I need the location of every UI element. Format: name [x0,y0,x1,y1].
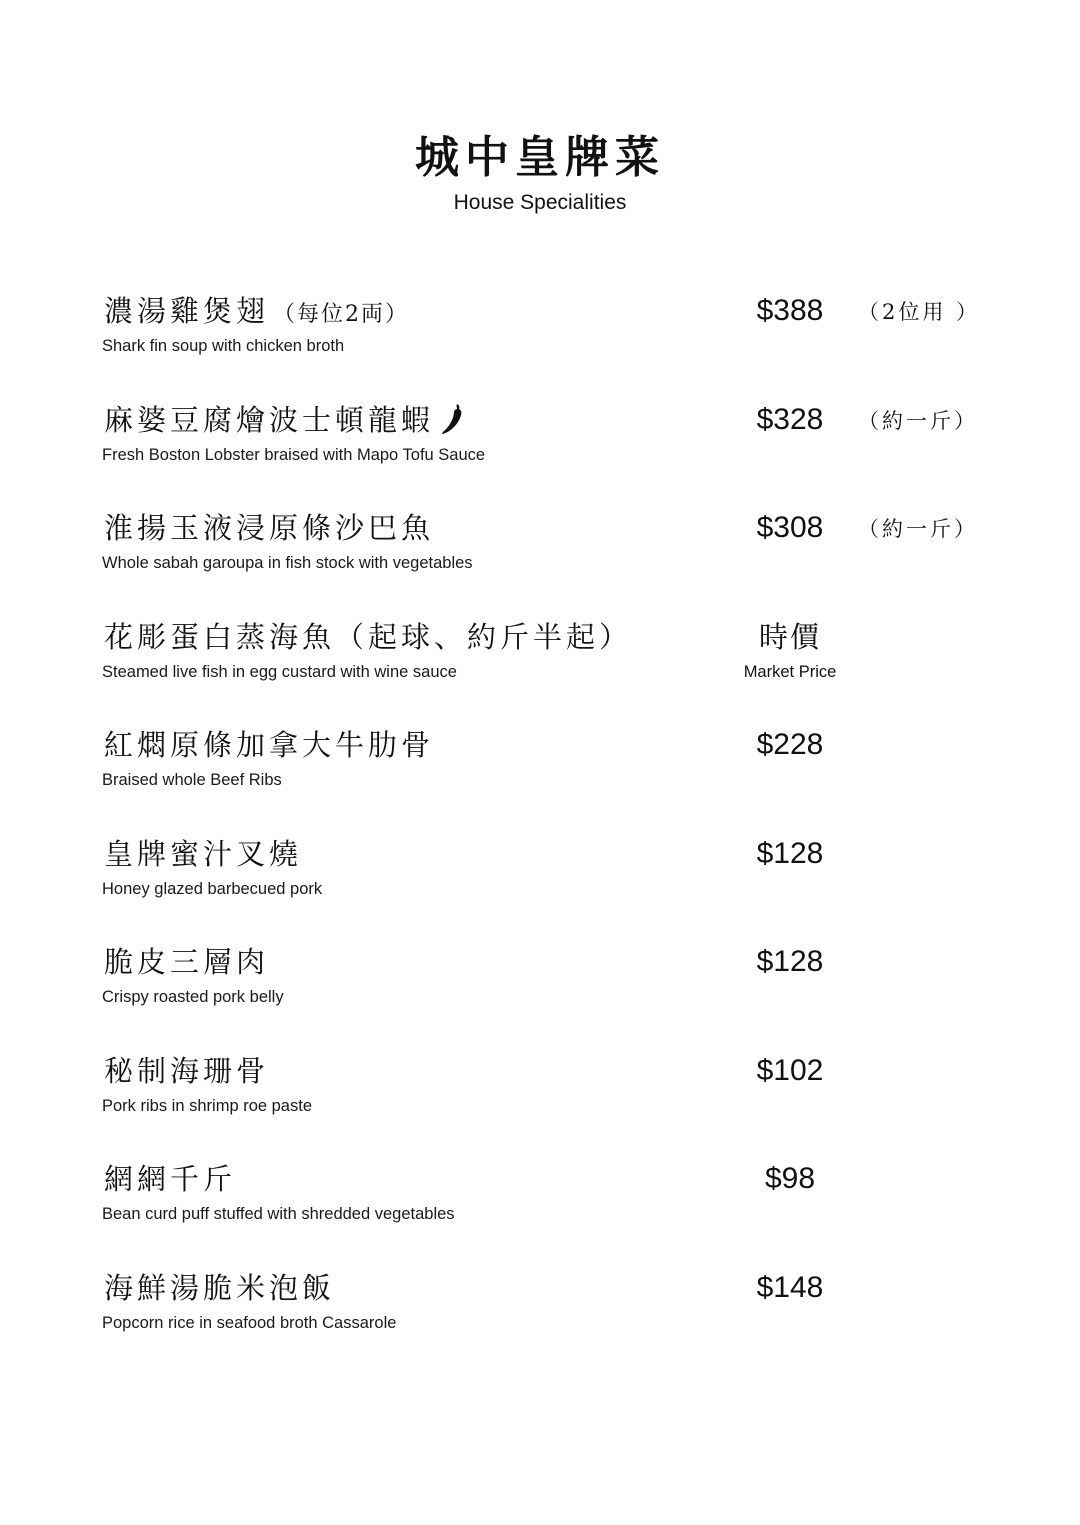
dish-name-zh: 皇牌蜜汁叉燒 [104,836,303,871]
dish-name-en: Pork ribs in shrimp roe paste [102,1096,312,1115]
menu-item [0,722,1080,831]
page-title: 城中皇牌菜 [415,132,665,183]
dish-name-zh: 秘制海珊骨 [104,1053,270,1088]
dish-name-en: Honey glazed barbecued pork [102,879,323,898]
dish-name-zh [104,397,466,443]
dish-name-en: Bean curd puff stuffed with shredded vegetables [102,1205,455,1223]
menu-item [0,614,1080,723]
dish-price: 時價 [758,619,821,654]
dish-note: （每位2両） [273,302,410,327]
menu-item [0,288,1080,397]
dish-price: $148 [756,1270,824,1304]
dish-price: $388 [756,294,824,327]
dish-price: $128 [756,945,824,978]
dish-price-en: Market Price [743,662,837,681]
dish-price: $98 [764,1162,816,1195]
dish-name-zh: 網網千斤 [104,1162,237,1196]
dish-portion: （約一斤） [858,408,978,433]
dish-name-zh: 脆皮三層肉 [104,945,270,979]
dish-price: $308 [756,511,824,544]
dish-name-zh-text: 濃湯雞煲翅 [104,294,270,328]
menu-item [0,397,1080,506]
dish-name-zh-text: 麻婆豆腐燴波士頓龍蝦 [104,402,435,437]
dish-price: $328 [756,402,824,436]
dish-name-en: Shark fin soup with chicken broth [102,337,345,355]
menu-item [0,1156,1080,1265]
dish-name-en: Crispy roasted pork belly [102,988,284,1006]
chili-pepper-icon [440,402,466,436]
dish-name-zh: 花彫蛋白蒸海魚（起球、約斤半起） [104,619,633,654]
menu-item [0,505,1080,614]
dish-portion: （約一斤） [858,517,978,541]
dish-name-zh [104,288,409,338]
dish-price: $102 [756,1053,824,1087]
dish-price: $128 [756,836,824,870]
menu-item [0,831,1080,940]
dish-name-zh: 紅燜原條加拿大牛肋骨 [104,728,435,762]
dish-name-en: Braised whole Beef Ribs [102,771,282,789]
dish-name-en: Whole sabah garoupa in fish stock with vegetables [102,554,473,572]
dish-name-en: Popcorn rice in seafood broth Cassarole [102,1313,397,1332]
dish-price: $228 [756,728,824,761]
menu-item [0,1048,1080,1157]
page-subtitle: House Specialities [453,191,627,214]
dish-name-zh: 淮揚玉液浸原條沙巴魚 [104,511,435,545]
dish-name-zh: 海鮮湯脆米泡飯 [104,1270,336,1305]
dish-name-en: Steamed live fish in egg custard with wine sauce [102,662,457,681]
menu-item [0,939,1080,1048]
dish-portion: （2位用 ） [858,300,981,324]
menu-list [0,288,1080,1373]
dish-name-en: Fresh Boston Lobster braised with Mapo Tofu Sauce [102,445,486,464]
menu-item [0,1265,1080,1374]
